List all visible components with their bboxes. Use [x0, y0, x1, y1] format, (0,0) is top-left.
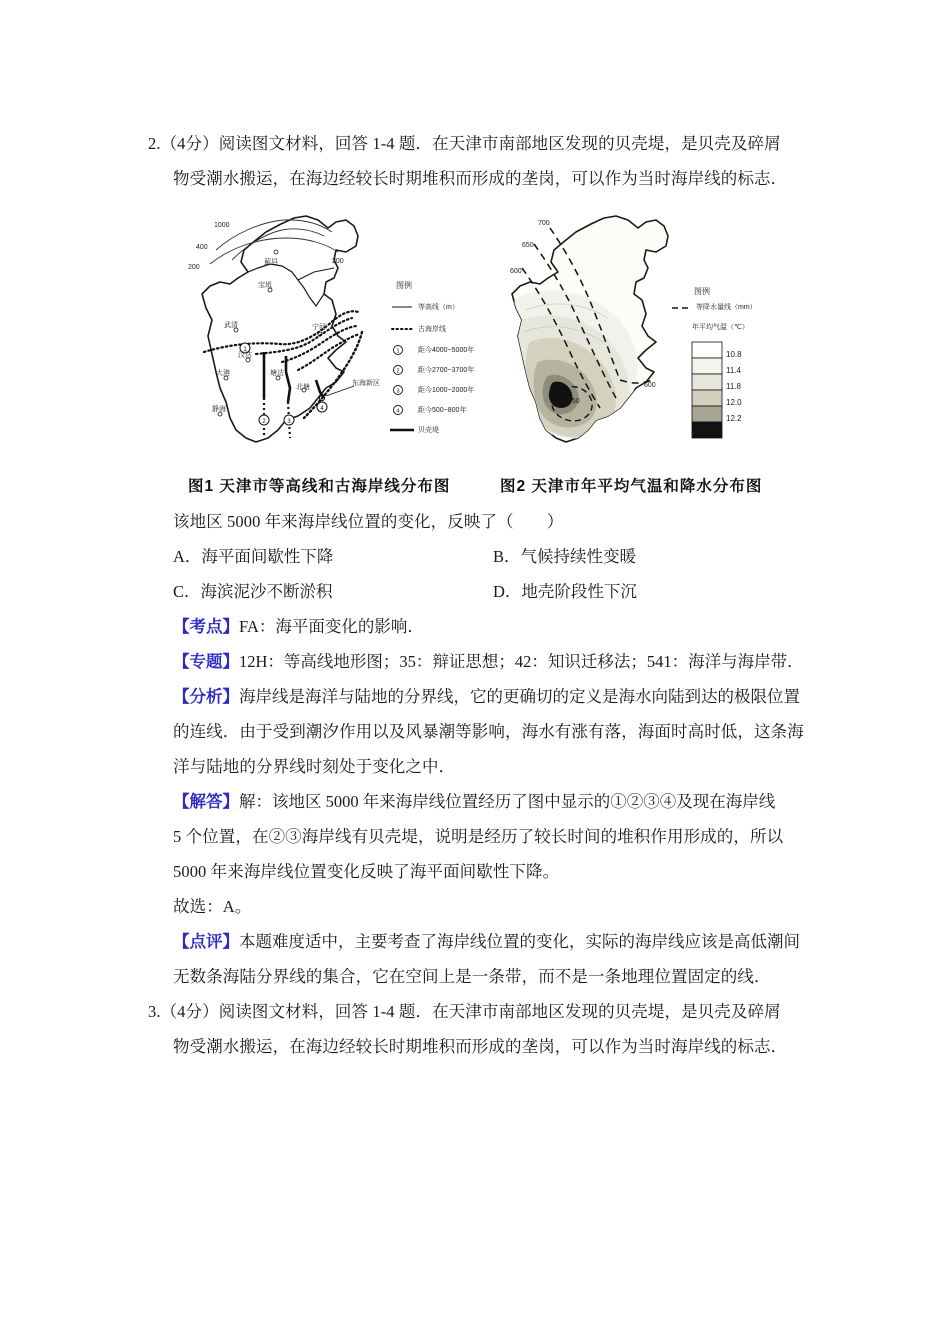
- solution-label: 【解答】: [173, 792, 239, 811]
- solution-line-3: 5000 年来海岸线位置变化反映了海平面间歇性下降。: [173, 862, 560, 881]
- svg-text:4: 4: [396, 408, 400, 415]
- scale-value-11-4: 11.4: [726, 366, 741, 375]
- analysis-text-1: 海岸线是海洋与陆地的分界线，它的更确切的定义是海水向陆到达的极限位置: [239, 687, 800, 706]
- figure-1: [186, 202, 486, 470]
- legend1-entry-ancient-coast: 古海岸线: [418, 326, 446, 333]
- analysis-line-3: 洋与陆地的分界线时刻处于变化之中．: [173, 757, 456, 776]
- item3-stem-line1: 3.（4分）阅读图文材料，回答 1‑4 题．在天津市南部地区发现的贝壳堤，是贝壳及碎屑: [148, 1002, 781, 1021]
- analysis-line-1: [148, 679, 808, 714]
- zhuanti-text: 12H：等高线地形图；35：辩证思想；42：知识迁移法；541：海洋与海岸带．: [239, 652, 804, 671]
- option-c[interactable]: C．海滨泥沙不断淤积: [173, 582, 333, 601]
- kaodian-label: 【考点】: [173, 617, 239, 636]
- place-label-beitang: 北塘: [296, 384, 310, 391]
- figure-2-caption: 图2 天津市年平均气温和降水分布图: [500, 478, 763, 495]
- solution-line-4: 故选：A。: [173, 897, 252, 916]
- place-label-ninghe: 宁河: [312, 324, 326, 331]
- isohyet-label-650: 650: [522, 242, 534, 249]
- zhuanti-line: [148, 644, 808, 679]
- place-label-jixian: 蓟县: [264, 259, 278, 266]
- scale-value-11-8: 11.8: [726, 382, 741, 391]
- figure-1-legend-title: 图例: [396, 281, 412, 290]
- place-label-hangu: 汉沽: [238, 352, 252, 359]
- svg-text:3: 3: [287, 419, 291, 425]
- place-label-donghai-new-area: 东海新区: [352, 380, 380, 387]
- page-content: [148, 126, 808, 1064]
- legend1-entry-4: 距今500~800年: [418, 407, 467, 414]
- legend1-entry-contour: 等高线（m）: [418, 304, 459, 311]
- option-d[interactable]: D．地壳阶段性下沉: [493, 582, 637, 601]
- kaodian-line: [148, 609, 808, 644]
- svg-text:2: 2: [396, 368, 400, 375]
- contour-label-400: 400: [196, 244, 208, 251]
- item3-stem-line2: 物受潮水搬运，在海边经较长时期堆积而形成的垄岗，可以作为当时海岸线的标志．: [173, 1037, 788, 1056]
- isohyet-label-700: 700: [538, 220, 550, 227]
- contour-label-1000: 1000: [214, 222, 230, 229]
- option-row-ab: [148, 539, 808, 574]
- option-b[interactable]: B．气候持续性变暖: [493, 547, 637, 566]
- tianjin-contour-map-svg: [186, 202, 486, 470]
- scale-value-12-0: 12.0: [726, 398, 742, 407]
- scale-value-10-8: 10.8: [726, 350, 742, 359]
- item2-stem-line1: 2.（4分）阅读图文材料，回答 1‑4 题．在天津市南部地区发现的贝壳堤，是贝壳及碎屑: [148, 134, 781, 153]
- figure-2: [496, 202, 796, 470]
- place-label-dagang: 大港: [216, 370, 230, 377]
- solution-line-2: 5 个位置，在②③海岸线有贝壳堤，说明是经历了较长时间的堆积作用形成的，所以: [173, 827, 784, 846]
- comment-line-1: [148, 924, 808, 959]
- isohyet-label-550: 550: [568, 398, 580, 405]
- svg-text:3: 3: [396, 388, 400, 395]
- svg-text:4: 4: [320, 406, 324, 412]
- figure-1-map: [186, 202, 486, 470]
- item2-question: 该地区 5000 年来海岸线位置的变化，反映了（ ）: [173, 512, 564, 531]
- isohyet-label-600-right: 600: [644, 382, 656, 389]
- isohyet-label-600-left: 600: [510, 268, 522, 275]
- place-label-baodi: 宝坻: [258, 282, 272, 289]
- legend1-entry-1: 距今4000~5000年: [418, 347, 475, 354]
- option-row-cd: [148, 574, 808, 609]
- figure-1-caption: 图1 天津市等高线和古海岸线分布图: [188, 478, 451, 495]
- legend2-scale-title: 年平均气温（℃）: [692, 324, 749, 331]
- comment-line-2: 无数条海陆分界线的集合，它在空间上是一条带，而不是一条地理位置固定的线．: [173, 967, 771, 986]
- contour-label-200-right: 200: [332, 258, 344, 265]
- analysis-label: 【分析】: [173, 687, 239, 706]
- scale-value-12-2: 12.2: [726, 414, 742, 423]
- svg-text:2: 2: [262, 419, 266, 425]
- legend1-entry-3: 距今1000~2000年: [418, 387, 475, 394]
- figure-2-legend-title: 图例: [694, 287, 710, 296]
- solution-line-1: [148, 784, 808, 819]
- legend1-entry-shell-dike: 贝壳堤: [418, 427, 439, 434]
- legend1-entry-2: 距今2700~3700年: [418, 367, 475, 374]
- kaodian-text: FA：海平面变化的影响．: [239, 617, 424, 636]
- solution-text-1: 解：该地区 5000 年来海岸线位置经历了图中显示的①②③④及现在海岸线: [239, 792, 776, 811]
- option-a[interactable]: A．海平面间歇性下降: [173, 547, 334, 566]
- svg-text:1: 1: [396, 348, 400, 355]
- comment-text-1: 本题难度适中，主要考查了海岸线位置的变化，实际的海岸线应该是高低潮间: [239, 932, 800, 951]
- contour-label-200-left: 200: [188, 264, 200, 271]
- tianjin-climate-map-svg: [496, 202, 796, 470]
- item2-stem-line2: 物受潮水搬运，在海边经较长时期堆积而形成的垄岗，可以作为当时海岸线的标志．: [173, 169, 788, 188]
- figure-1-legend: [390, 307, 414, 430]
- figure-2-map: [496, 202, 796, 470]
- figure-block: [148, 202, 808, 502]
- comment-label: 【点评】: [173, 932, 239, 951]
- zhuanti-label: 【专题】: [173, 652, 239, 671]
- place-label-tanggu: 塘沽: [270, 370, 284, 377]
- place-label-wuqing: 武清: [224, 322, 238, 329]
- svg-text:1: 1: [243, 347, 247, 353]
- legend2-entry-isohyet: 等降水量线（mm）: [696, 304, 757, 311]
- analysis-line-2: 的连线．由于受到潮汐作用以及风暴潮等影响，海水有涨有落，海面时高时低，这条海: [173, 722, 804, 741]
- place-label-jinghai: 静海: [212, 406, 226, 413]
